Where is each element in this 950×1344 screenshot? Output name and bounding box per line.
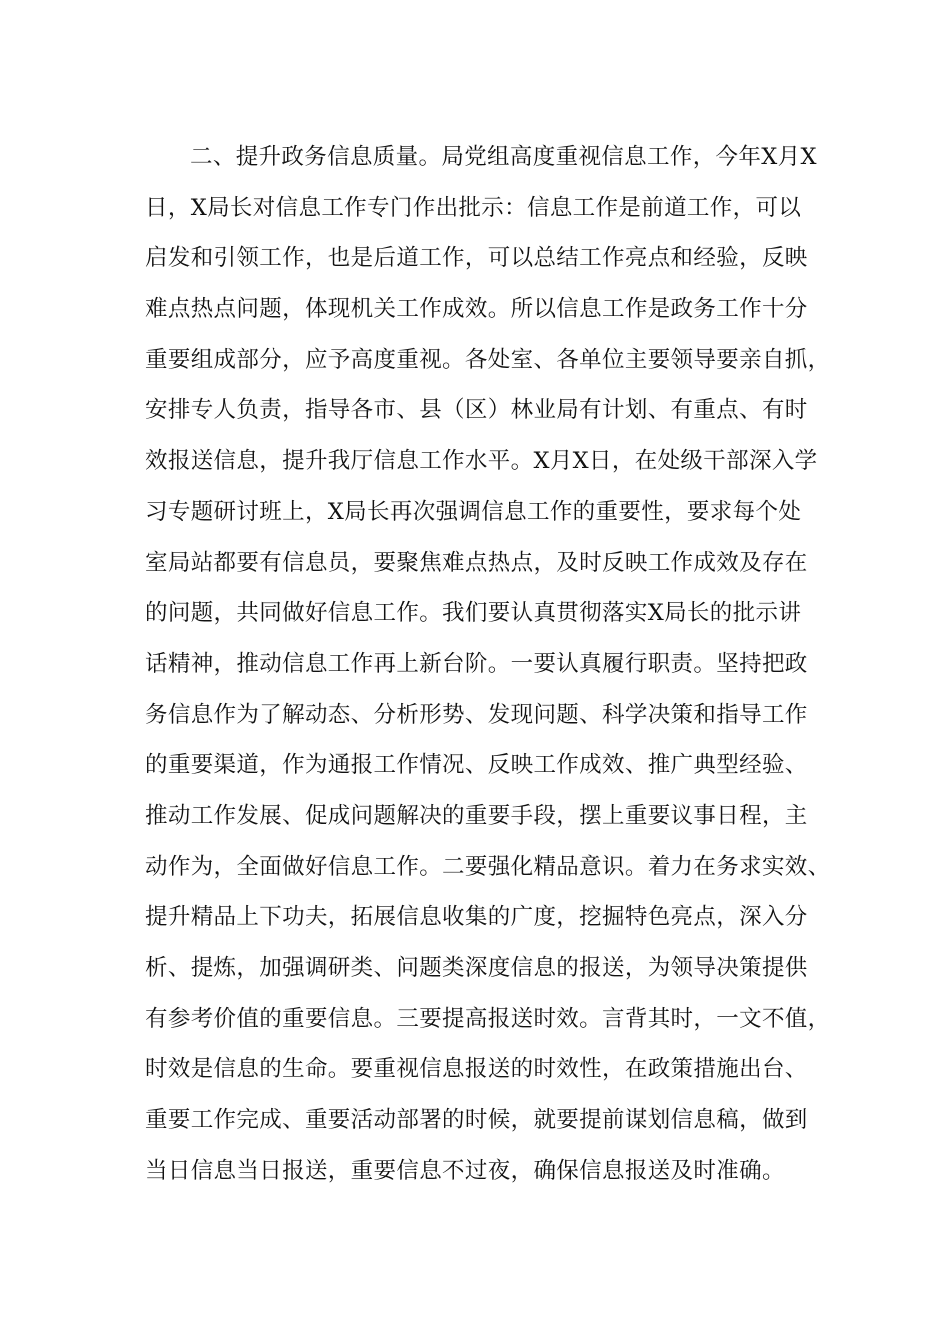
paragraph-line: 二、提升政务信息质量。局党组高度重视信息工作，今年X月X: [190, 144, 817, 170]
paragraph-line: 重要组成部分，应予高度重视。各处室、各单位主要领导要亲自抓，: [145, 346, 831, 373]
paragraph-line: 话精神，推动信息工作再上新台阶。一要认真履行职责。坚持把政: [145, 650, 808, 677]
paragraph-line: 时效是信息的生命。要重视信息报送的时效性，在政策措施出台、: [145, 1056, 808, 1083]
paragraph-line: 习专题研讨班上，X局长再次强调信息工作的重要性，要求每个处: [145, 498, 802, 525]
body-paragraph: [145, 132, 831, 1196]
paragraph-line: 安排专人负责，指导各市、县（区）林业局有计划、有重点、有时: [145, 397, 808, 424]
paragraph-line: 动作为，全面做好信息工作。二要强化精品意识。着力在务求实效、: [145, 853, 831, 880]
paragraph-line: 析、提炼，加强调研类、问题类深度信息的报送，为领导决策提供: [145, 955, 808, 981]
paragraph-line: 推动工作发展、促成问题解决的重要手段，摆上重要议事日程，主: [145, 802, 808, 829]
paragraph-line: 提升精品上下功夫，拓展信息收集的广度，挖掘特色亮点，深入分: [145, 904, 808, 931]
paragraph-line: 有参考价值的重要信息。三要提高报送时效。言背其时，一文不值，: [145, 1005, 831, 1032]
paragraph-line: 当日信息当日报送，重要信息不过夜，确保信息报送及时准确。: [145, 1157, 785, 1184]
paragraph-line: 重要工作完成、重要活动部署的时候，就要提前谋划信息稿，做到: [145, 1107, 808, 1134]
paragraph-line: 室局站都要有信息员，要聚焦难点热点，及时反映工作成效及存在: [145, 549, 808, 576]
paragraph-line: 难点热点问题，体现机关工作成效。所以信息工作是政务工作十分: [145, 296, 808, 323]
paragraph-line: 的重要渠道，作为通报工作情况、反映工作成效、推广典型经验、: [145, 752, 808, 779]
paragraph-line: 的问题，共同做好信息工作。我们要认真贯彻落实X局长的批示讲: [145, 600, 802, 627]
paragraph-line: 务信息作为了解动态、分析形势、发现问题、科学决策和指导工作: [145, 701, 808, 728]
paragraph-line: 效报送信息，提升我厅信息工作水平。X月X日，在处级干部深入学: [145, 448, 818, 475]
paragraph-line: 启发和引领工作，也是后道工作，可以总结工作亮点和经验，反映: [145, 245, 808, 272]
paragraph-line: 日，X局长对信息工作专门作出批示：信息工作是前道工作，可以: [145, 194, 802, 221]
